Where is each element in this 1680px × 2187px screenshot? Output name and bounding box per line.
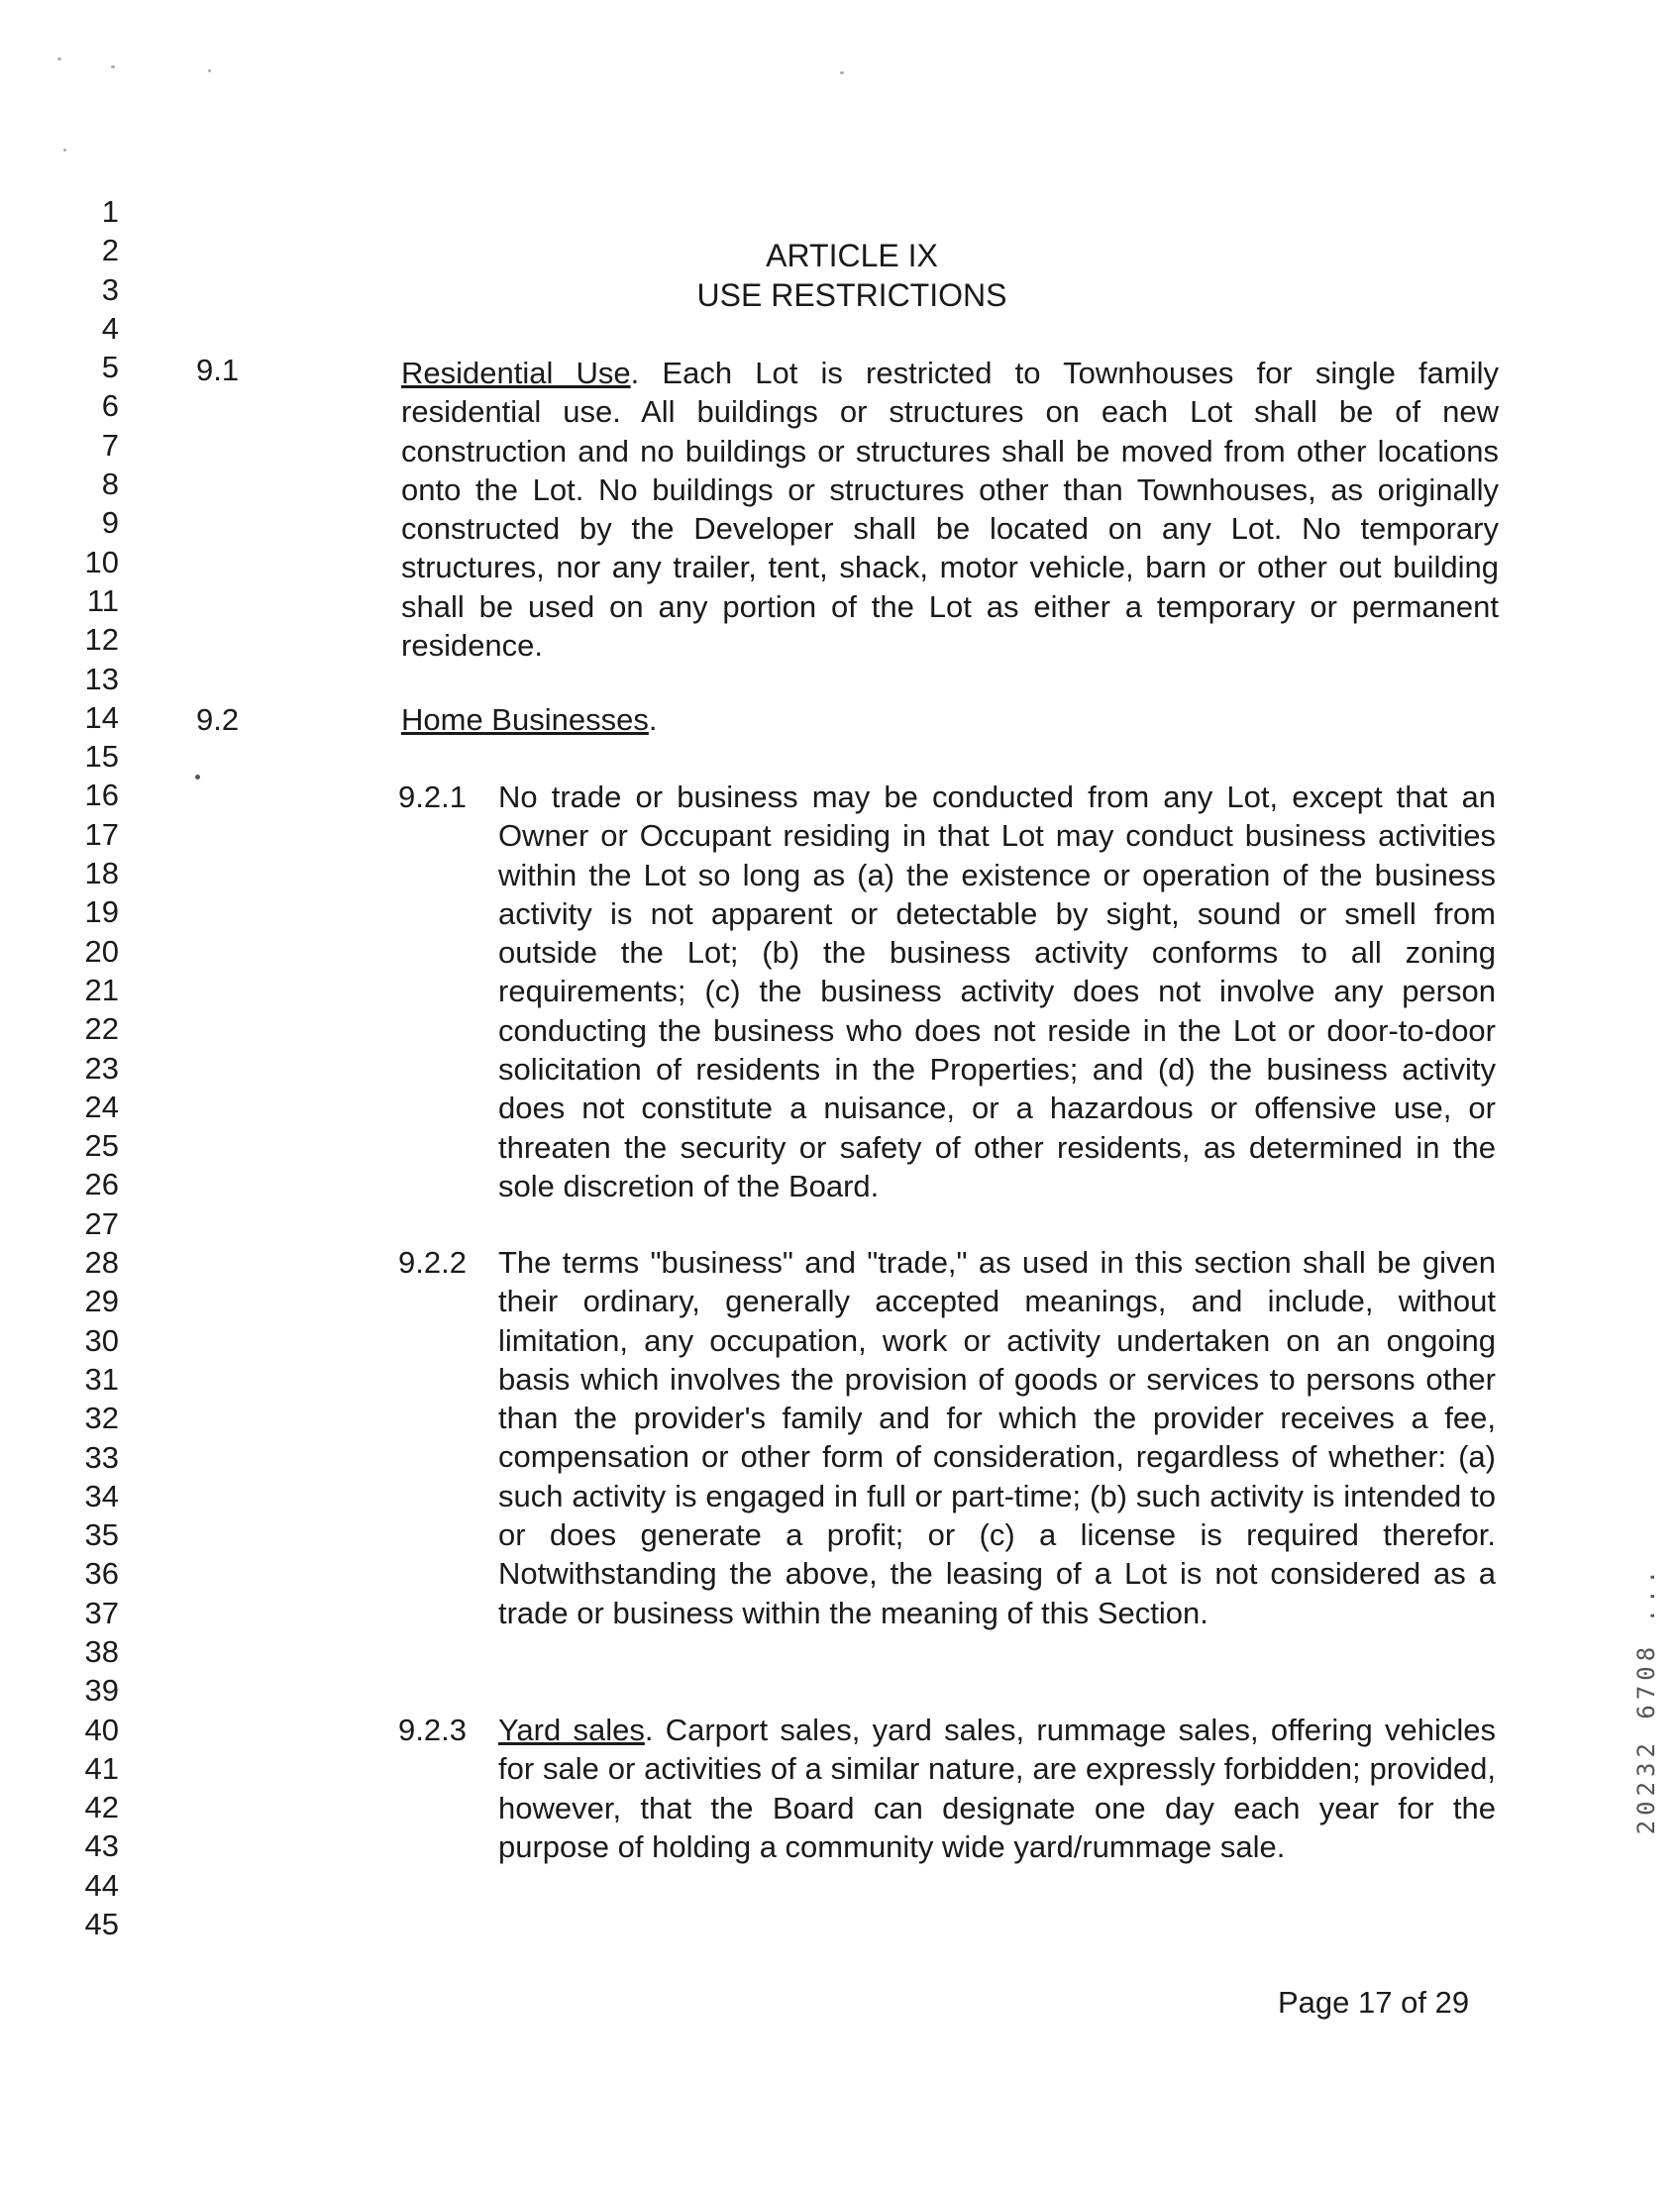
- article-heading: ARTICLE IX: [766, 238, 938, 273]
- line-number: 27: [84, 1205, 119, 1241]
- section-9-2-title-suffix: .: [648, 702, 658, 737]
- subsection-9-2-3-paragraph: [498, 1711, 1496, 1866]
- section-9-2-heading: [401, 700, 657, 739]
- line-number: 26: [84, 1167, 119, 1202]
- line-number-column: [59, 192, 119, 1943]
- subsection-number-9-2-2: 9.2.2: [398, 1245, 467, 1280]
- line-number: 36: [84, 1556, 119, 1592]
- section-9-1-paragraph: [401, 354, 1499, 665]
- scan-speck: [195, 775, 200, 780]
- line-number: 22: [84, 1011, 119, 1047]
- subsection-number-9-2-1: 9.2.1: [398, 780, 467, 814]
- line-number: 25: [84, 1128, 119, 1164]
- scan-speck: [63, 149, 66, 152]
- section-9-1-title: Residential Use: [401, 356, 631, 390]
- subsection-9-2-3-title: Yard sales: [498, 1713, 645, 1747]
- line-number: 11: [86, 582, 119, 618]
- scan-speck: [111, 65, 115, 68]
- line-number: 44: [84, 1867, 119, 1903]
- line-number: 3: [101, 271, 119, 307]
- subsection-number-9-2-3: 9.2.3: [398, 1713, 467, 1747]
- line-number: 28: [84, 1245, 119, 1281]
- line-number: 45: [84, 1907, 119, 1942]
- subsection-9-2-2-text: The terms "business" and "trade," as used in this section shall be given their ordinary, generally accepted meanings, and include, without limitation, any occupation, work or activity undertaken on an ongoing basis which involves the provision of goods or services to persons other than the provider's family and for which the provider receives a fee, compensation or other form of consideration, regardless of whether: (a) such activity is engaged in full or part-time; (b) such activity is intended to or does generate a profit; or (c) a license is required therefor. Notwithstanding the above, the leasing of a Lot is not considered as a trade or business within the meaning of this Section.: [498, 1245, 1496, 1630]
- line-number: 24: [84, 1089, 119, 1124]
- line-number: 15: [84, 739, 119, 775]
- subsection-9-2-3-text: . Carport sales, yard sales, rummage sales, offering vehicles for sale or activities of a similar nature, are expressly forbidden; provided, however, that the Board can designate one day each year for the purpose of holding a community wide yard/rummage sale.: [498, 1713, 1496, 1864]
- line-number: 14: [84, 699, 119, 735]
- section-number-9-1: 9.1: [196, 353, 240, 387]
- line-number: 30: [84, 1322, 119, 1358]
- section-number-9-2: 9.2: [196, 702, 240, 737]
- line-number: 41: [84, 1750, 119, 1786]
- scan-speck: [208, 69, 211, 72]
- section-9-2-title: Home Businesses: [401, 702, 649, 737]
- line-number: 2: [101, 233, 119, 268]
- article-title: USE RESTRICTIONS: [696, 277, 1007, 313]
- line-number: 13: [84, 661, 119, 696]
- line-number: 34: [84, 1478, 119, 1513]
- line-number: 40: [84, 1712, 119, 1747]
- scan-speck: [840, 71, 844, 74]
- line-number: 37: [84, 1595, 119, 1630]
- line-number: 38: [84, 1633, 119, 1669]
- line-number: 21: [84, 972, 119, 1007]
- line-number: 9: [101, 505, 119, 541]
- recording-stamp: 20232 6708 ...: [1632, 1565, 1660, 1835]
- section-9-1-text: . Each Lot is restricted to Townhouses for single family residential use. All buildings or structures on each Lot shall be of new construction and no buildings or structures shall be moved from other locations onto the Lot. No buildings or structures other than Townhouses, as originally constructed by the Developer shall be located on any Lot. No temporary structures, nor any trailer, tent, shack, motor vehicle, barn or other out building shall be used on any portion of the Lot as either a temporary or permanent residence.: [401, 356, 1500, 664]
- line-number: 7: [101, 427, 119, 463]
- subsection-9-2-1-text: No trade or business may be conducted from any Lot, except that an Owner or Occupant residing in that Lot may conduct business activities within the Lot so long as (a) the existence or operation of the business activity is not apparent or detectable by sight, sound or smell from outside the Lot; (b) the business activity conforms to all zoning requirements; (c) the business activity does not involve any person conducting the business who does not reside in the Lot or door-to-door solicitation of residents in the Properties; and (d) the business activity does not constitute a nuisance, or a hazardous or offensive use, or threaten the security or safety of other residents, as determined in the sole discretion of the Board.: [498, 780, 1496, 1203]
- line-number: 39: [84, 1673, 119, 1709]
- line-number: 43: [84, 1828, 119, 1864]
- line-number: 31: [84, 1361, 119, 1397]
- line-number: 16: [84, 778, 119, 813]
- line-number: 23: [84, 1050, 119, 1086]
- line-number: 1: [101, 194, 119, 229]
- line-number: 42: [84, 1790, 119, 1825]
- scan-speck: [57, 57, 61, 60]
- line-number: 35: [84, 1517, 119, 1553]
- line-number: 10: [84, 544, 119, 579]
- line-number: 20: [84, 933, 119, 969]
- line-number: 33: [84, 1439, 119, 1475]
- line-number: 6: [101, 388, 119, 424]
- line-number: 29: [84, 1284, 119, 1319]
- line-number: 5: [101, 350, 119, 385]
- line-number: 8: [101, 467, 119, 502]
- line-number: 17: [84, 816, 119, 852]
- line-number: 19: [84, 894, 119, 930]
- page-number: Page 17 of 29: [1278, 1985, 1470, 2020]
- line-number: 12: [84, 622, 119, 658]
- line-number: 4: [101, 310, 119, 346]
- line-number: 32: [84, 1401, 119, 1436]
- line-number: 18: [84, 856, 119, 891]
